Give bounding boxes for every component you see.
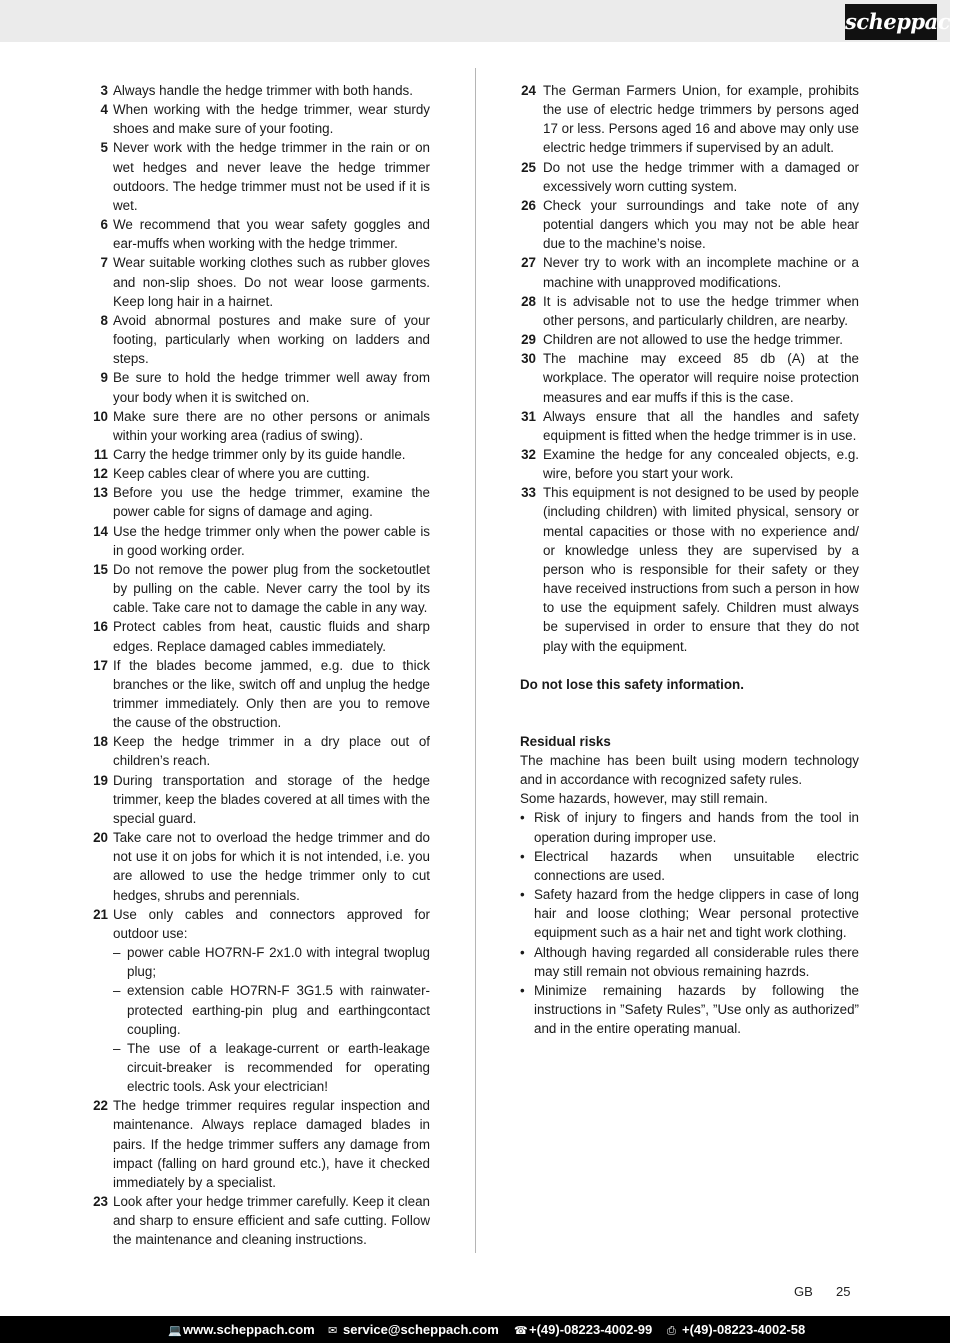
envelope-icon: ✉ (328, 1325, 338, 1337)
sub-item (113, 981, 430, 1038)
item-text: Keep cables clear of where you are cutting. (113, 466, 370, 482)
item-number: 19 (93, 772, 108, 788)
item-number: 5 (100, 140, 108, 156)
right-column (520, 81, 859, 1038)
bullet-item (520, 943, 859, 981)
item-text: We recommend that you wear safety goggles and ear-muffs when working with the hedge trimmer. (113, 217, 430, 252)
bullet-marker: • (520, 982, 525, 998)
dash-marker: – (113, 1040, 121, 1056)
phone-number: +(49)-08223-4002-99 (529, 1322, 653, 1337)
bullet-text: Minimize remaining hazards by following the instructions in ”Safety Rules”, ”Use only as authorized” and in the entire operating manual. (534, 982, 859, 1037)
item-text: Keep the hedge trimmer in a dry place out of children’s reach. (113, 734, 430, 769)
item-number: 24 (521, 83, 536, 98)
item-text: Take care not to overload the hedge trimmer and do not use it on jobs for which it is not intended, i.e. you are allowed to use the hedge trimmer only to cut hedges, shrubs and perennials. (113, 830, 430, 903)
list-item (90, 138, 430, 215)
item-number: 7 (100, 255, 108, 271)
item-number: 10 (93, 408, 108, 424)
item-number: 27 (521, 255, 536, 271)
item-text: Use the hedge trimmer only when the power cable is in good working order. (113, 523, 430, 558)
fax-icon: ⎙ (667, 1325, 676, 1337)
item-text: Always ensure that all the handles and safety equipment is fitted when the hedge trimmer is in use. (543, 408, 859, 443)
item-number: 14 (93, 523, 108, 539)
item-text: Wear suitable working clothes such as rubber gloves and non-slip shoes. Do not wear loose garments. Keep long hair in a hairnet. (113, 255, 430, 309)
item-number: 29 (521, 332, 536, 348)
intro-paragraph: The machine has been built using modern technology and in accordance with recognized safety rules. (520, 753, 859, 788)
item-text: If the blades become jammed, e.g. due to thick branches or the like, switch off and unplug the hedge trimmer immediately. Only then are you to remove the cause of the obstruction. (113, 657, 430, 731)
item-text: During transportation and storage of the hedge trimmer, keep the blades covered at all times with the special guard. (113, 772, 430, 826)
item-text: When working with the hedge trimmer, wear sturdy shoes and make sure of your footing. (113, 102, 430, 137)
email-contact[interactable] (328, 1322, 499, 1337)
fax-contact (667, 1322, 805, 1338)
sub-item (113, 943, 430, 981)
item-text: Make sure there are no other persons or animals within your working area (radius of swing). (113, 408, 430, 443)
bullet-item (520, 981, 859, 1038)
item-text: This equipment is not designed to be used by people (including children) with limited physical, sensory or mental capacities or those with no experience and/ or knowledge unless they are supervised by a person who is responsible for their safety or they have received instructions from such a person in how to use the equipment safely. Children must always be supervised in order to ensure that they do not play with the equipment. (543, 485, 859, 654)
item-number: 8 (100, 312, 108, 328)
list-item (90, 1192, 430, 1249)
dash-marker: – (113, 983, 121, 999)
item-number: 12 (93, 466, 108, 482)
bullet-marker: • (520, 848, 525, 864)
phone-icon: ☎ (514, 1325, 528, 1337)
item-number: 15 (93, 561, 108, 577)
bullet-item (520, 808, 859, 846)
item-text: Do not remove the power plug from the socketoutlet by pulling on the cable. Never carry the tool by its cable. Take care not to damage the cable in any way. (113, 561, 430, 616)
list-item (90, 483, 430, 521)
section-heading: Residual risks (520, 733, 611, 749)
item-text: Never work with the hedge trimmer in the rain or on wet hedges and never leave the hedge trimmer outdoors. The hedge trimmer must not be used if it is wet. (113, 140, 430, 213)
bullet-marker: • (520, 944, 525, 960)
page-number: 25 (836, 1284, 851, 1299)
contact-bar (0, 1316, 950, 1343)
dash-marker: – (113, 945, 121, 961)
list-item (90, 253, 430, 310)
list-item (520, 253, 859, 291)
list-item (90, 656, 430, 733)
item-number: 23 (93, 1194, 108, 1210)
sub-item-text: The use of a leakage-current or earth-leakage circuit-breaker is recommended for operating electric tools. Ask your electrician! (127, 1040, 430, 1095)
list-item (90, 407, 430, 445)
item-number: 4 (100, 102, 108, 118)
list-item (520, 349, 859, 406)
list-item (90, 100, 430, 138)
column-divider (475, 68, 476, 1253)
item-number: 30 (521, 351, 536, 367)
email-link[interactable]: service@scheppach.com (343, 1322, 499, 1337)
left-column (90, 81, 430, 1250)
item-number: 33 (521, 485, 536, 501)
item-text: Carry the hedge trimmer only by its guide handle. (113, 446, 406, 462)
item-number: 3 (100, 83, 108, 98)
list-item (90, 464, 430, 483)
item-number: 9 (100, 370, 108, 386)
list-item (90, 617, 430, 655)
item-text: Do not use the hedge trimmer with a damaged or excessively worn cutting system. (543, 159, 859, 194)
item-text: Protect cables from heat, caustic fluids and sharp edges. Replace damaged cables immediately. (113, 619, 430, 654)
bullet-text: Although having regarded all considerable rules there may still remain not obvious remaining hazrds. (534, 944, 859, 979)
item-text: The hedge trimmer requires regular inspection and maintenance. Always replace damaged blades in pairs. If the hedge trimmer suffers any damage from impact (falling on hard ground etc.), have it checked immediately by a specialist. (113, 1098, 430, 1190)
list-item (90, 771, 430, 828)
item-number: 18 (93, 734, 108, 750)
item-number: 22 (93, 1098, 108, 1114)
item-text: Examine the hedge for any concealed objects, e.g. wire, before you start your work. (543, 446, 859, 482)
list-item (90, 1096, 430, 1192)
item-number: 32 (521, 446, 536, 462)
item-text: Look after your hedge trimmer carefully. Keep it clean and sharp to ensure efficient and safe cutting. Follow the maintenance and cleaning instructions. (113, 1194, 430, 1248)
list-item (520, 292, 859, 330)
list-item (90, 560, 430, 617)
list-item (90, 368, 430, 406)
top-band (0, 0, 950, 42)
list-item (90, 81, 430, 100)
computer-icon: 💻 (168, 1325, 182, 1337)
list-item (90, 905, 430, 943)
bullet-text: Risk of injury to fingers and hands from the tool in operation during improper use. (534, 810, 859, 845)
list-item (520, 407, 859, 445)
item-text: Always handle the hedge trimmer with both hands. (113, 83, 413, 98)
item-text: Avoid abnormal postures and make sure of your footing, particularly when working on ladders and steps. (113, 312, 430, 367)
list-item (90, 311, 430, 368)
item-text: Children are not allowed to use the hedge trimmer. (543, 332, 843, 348)
item-number: 31 (521, 408, 536, 424)
bullet-text: Electrical hazards when unsuitable electric connections are used. (534, 848, 859, 883)
intro-paragraph-2: Some hazards, however, may still remain. (520, 791, 768, 807)
item-text: Before you use the hedge trimmer, examine the power cable for signs of damage and aging. (113, 485, 430, 520)
item-number: 21 (93, 906, 108, 922)
list-item (90, 445, 430, 464)
bullet-item (520, 847, 859, 885)
list-item (90, 522, 430, 560)
phone-contact (514, 1322, 652, 1337)
website-contact[interactable] (168, 1322, 315, 1337)
item-number: 26 (521, 197, 536, 213)
item-text: Use only cables and connectors approved for outdoor use: (113, 906, 430, 941)
item-number: 17 (93, 657, 108, 673)
item-number: 11 (93, 446, 108, 462)
sub-item-text: extension cable HO7RN-F 3G1.5 with rainwater-protected earthing-pin plug and earthingcontact coupling. (127, 983, 430, 1037)
list-item (520, 81, 859, 158)
website-link[interactable]: www.scheppach.com (183, 1322, 315, 1337)
item-number: 6 (100, 217, 108, 233)
item-number: 28 (521, 293, 536, 309)
brand-logo: scheppach (845, 4, 937, 40)
list-item (520, 196, 859, 253)
item-number: 20 (93, 830, 108, 846)
item-text: Be sure to hold the hedge trimmer well away from your body when it is switched on. (113, 370, 430, 405)
safety-note: Do not lose this safety information. (520, 676, 744, 692)
item-text: It is advisable not to use the hedge trimmer when other persons, and particularly children, are nearby. (543, 293, 859, 328)
list-item (520, 330, 859, 349)
item-number: 25 (521, 159, 536, 175)
language-code: GB (794, 1284, 813, 1299)
list-item (90, 828, 430, 905)
item-number: 16 (93, 619, 108, 635)
item-text: The machine may exceed 85 db (A) at the workplace. The operator will require noise protection measures and ear muffs if this is the case. (543, 351, 859, 405)
item-number: 13 (93, 485, 108, 501)
sub-item-text: power cable HO7RN-F 2x1.0 with integral twoplug plug; (127, 945, 430, 980)
fax-number: +(49)-08223-4002-58 (682, 1322, 806, 1337)
list-item (90, 215, 430, 253)
item-text: Check your surroundings and take note of any potential dangers which you may not be able hear due to the machine’s noise. (543, 197, 859, 252)
bullet-text: Safety hazard from the hedge clippers in case of long hair and loose clothing; Wear personal protective equipment such as a hair net and tight work clothing. (534, 887, 859, 941)
bullet-marker: • (520, 810, 525, 826)
list-item (520, 445, 859, 483)
bullet-marker: • (520, 887, 525, 903)
list-item (90, 732, 430, 770)
list-item (520, 158, 859, 196)
bullet-item (520, 885, 859, 942)
sub-item (113, 1039, 430, 1096)
item-text: The German Farmers Union, for example, prohibits the use of electric hedge trimmers by persons aged 17 or less. Persons aged 16 and above may only use electric hedge trimmers if supervised by an adult. (543, 83, 859, 156)
list-item (520, 483, 859, 655)
item-text: Never try to work with an incomplete machine or a machine with unapproved modifications. (543, 255, 859, 290)
